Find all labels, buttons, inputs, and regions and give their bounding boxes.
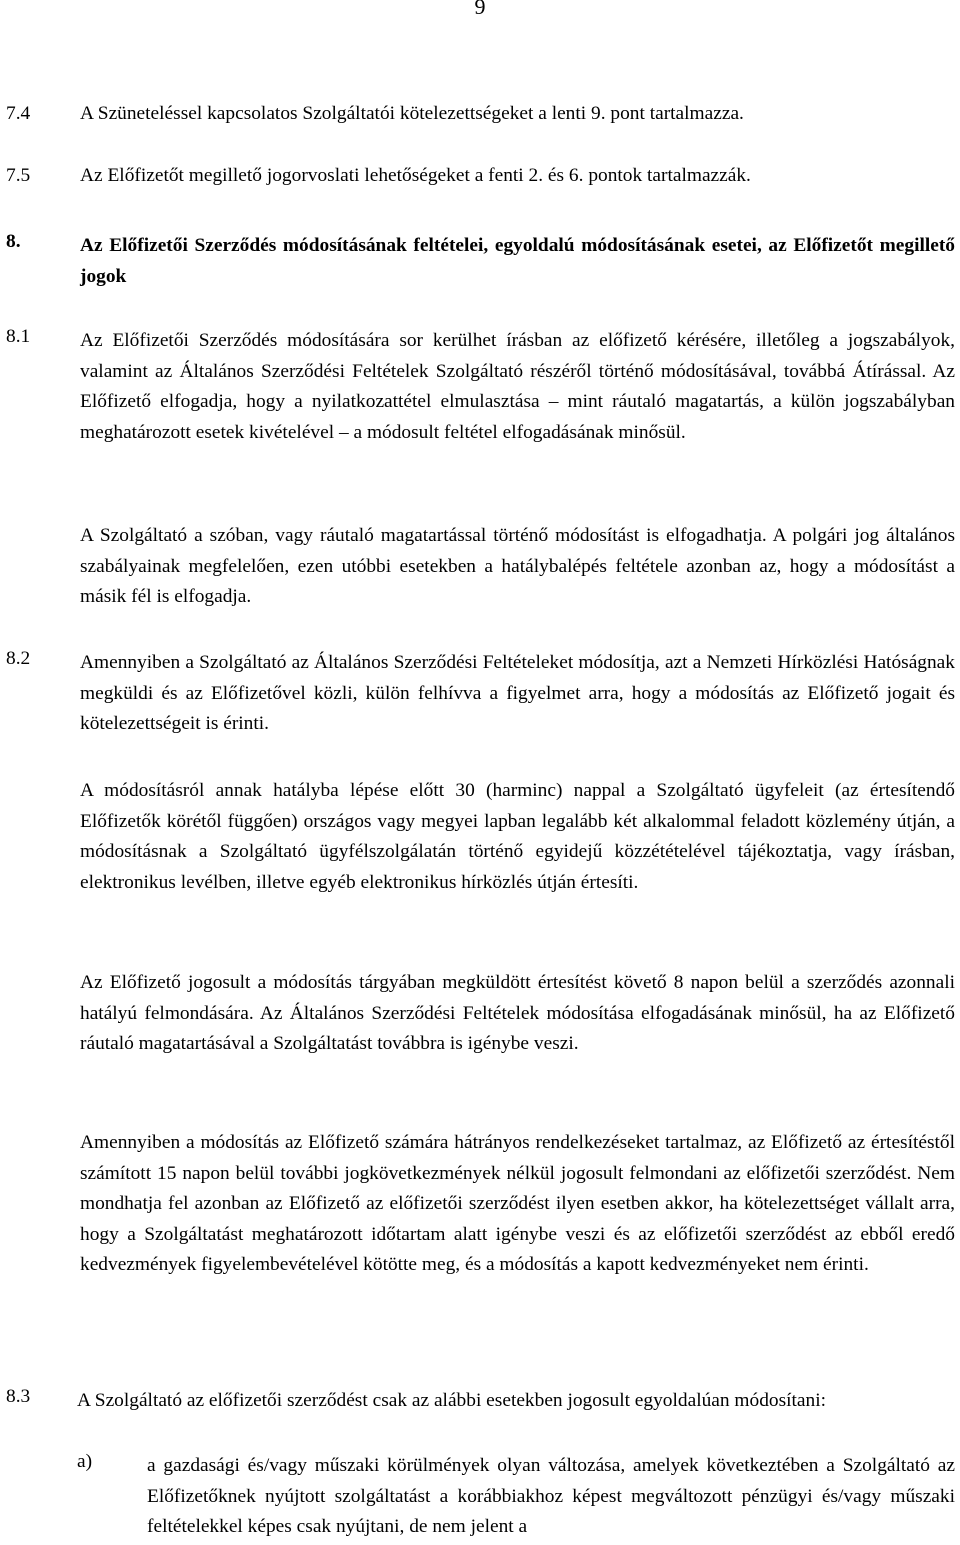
section-number-8-2: 8.2 [6,648,31,669]
paragraph-8-2-b: A módosításról annak hatályba lépése előtt 30 (harminc) nappal a Szolgáltató ügyfeleit (az értesítendő Előfizetők körétől függően) országos vagy megyei lapban legalább két alkalommal feladott közlemény útján, a módosításnak a Szolgáltató ügyfélszolgálatán történő egyidejű közzétételével tájékoztatja, vagy írásban, elektronikus levélben, illetve egyéb elektronikus hírközlés útján értesíti. [80,780,955,893]
section-text-7-4: A Szüneteléssel kapcsolatos Szolgáltatói kötelezettségeket a lenti 9. pont tartalmazza. [80,103,744,124]
paragraph-8-3-intro: A Szolgáltató az előfizetői szerződést csak az alábbi esetekben jogosult egyoldalúan módosítani: [77,1390,826,1411]
section-number-7-4: 7.4 [6,103,31,124]
paragraph-8-2-d: Amennyiben a módosítás az Előfizető számára hátrányos rendelkezéseket tartalmaz, az Előfizető az értesítéstől számított 15 napon belül további jogkövetkezmények nélkül jogosult felmondani az előfizetői szerződést. Nem mondhatja fel azonban az Előfizető az előfizetői szerződést ilyen esetben akkor, ha kötelezettséget vállalt arra, hogy a Szolgáltatást meghatározott időtartam alatt igénybe veszi és az előfizetői szerződést az ebből eredő kedvezmények figyelembevételével kötötte meg, és a módosítás a kapott kedvezményeket nem érinti. [80,1132,955,1275]
list-item-label-a: a) [77,1451,93,1472]
paragraph-8-2-a: Amennyiben a Szolgáltató az Általános Szerződési Feltételeket módosítja, azt a Nemzeti Hírközlési Hatóságnak megküldi és az Előfizetővel közli, külön felhívva a figyelmet arra, hogy a módosítás az Előfizető jogait és kötelezettségeit is érinti. [80,652,955,734]
list-item-text-a: a gazdasági és/vagy műszaki körülmények olyan változása, amelyek következtében a Szolgáltató az Előfizetőknek nyújtott szolgáltatást a korábbiakhoz képest megváltozott pénzügyi és/vagy műszaki feltételekkel képes csak nyújtani, de nem jelent a [147,1455,955,1537]
heading-number-8: 8. [6,231,21,252]
paragraph-8-1-a: Az Előfizetői Szerződés módosítására sor kerülhet írásban az előfizető kérésére, illetőleg a jogszabályok, valamint az Általános Szerződési Feltételek Szolgáltató részéről történő módosításával, továbbá Átírással. Az Előfizető elfogadja, hogy a nyilatkozattétel elmulasztása – mint ráutaló magatartás, a külön jogszabályban meghatározott esetek kivételével – a módosult feltétel elfogadásának minősül. [80,330,955,443]
section-heading-8: Az Előfizetői Szerződés módosításának feltételei, egyoldalú módosításának esetei, az Előfizetőt megillető jogok [80,235,955,287]
paragraph-8-1-b: A Szolgáltató a szóban, vagy ráutaló magatartással történő módosítást is elfogadhatja. A polgári jog általános szabályainak megfelelően, ezen utóbbi esetekben a hatálybalépés feltétele azonban az, hogy a módosítást a másik fél is elfogadja. [80,525,955,607]
section-number-8-1: 8.1 [6,326,31,347]
paragraph-8-2-c: Az Előfizető jogosult a módosítás tárgyában megküldött értesítést követő 8 napon belül a szerződés azonnali hatályú felmondására. Az Általános Szerződési Feltételek módosítása elfogadásának minősül, ha az Előfizető ráutaló magatartásával a Szolgáltatást továbbra is igénybe veszi. [80,972,955,1054]
section-text-7-5: Az Előfizetőt megillető jogorvoslati lehetőségeket a fenti 2. és 6. pontok tartalmazzák. [80,165,751,186]
section-number-7-5: 7.5 [6,165,31,186]
page-number: 9 [474,0,486,19]
section-number-8-3: 8.3 [6,1386,31,1407]
